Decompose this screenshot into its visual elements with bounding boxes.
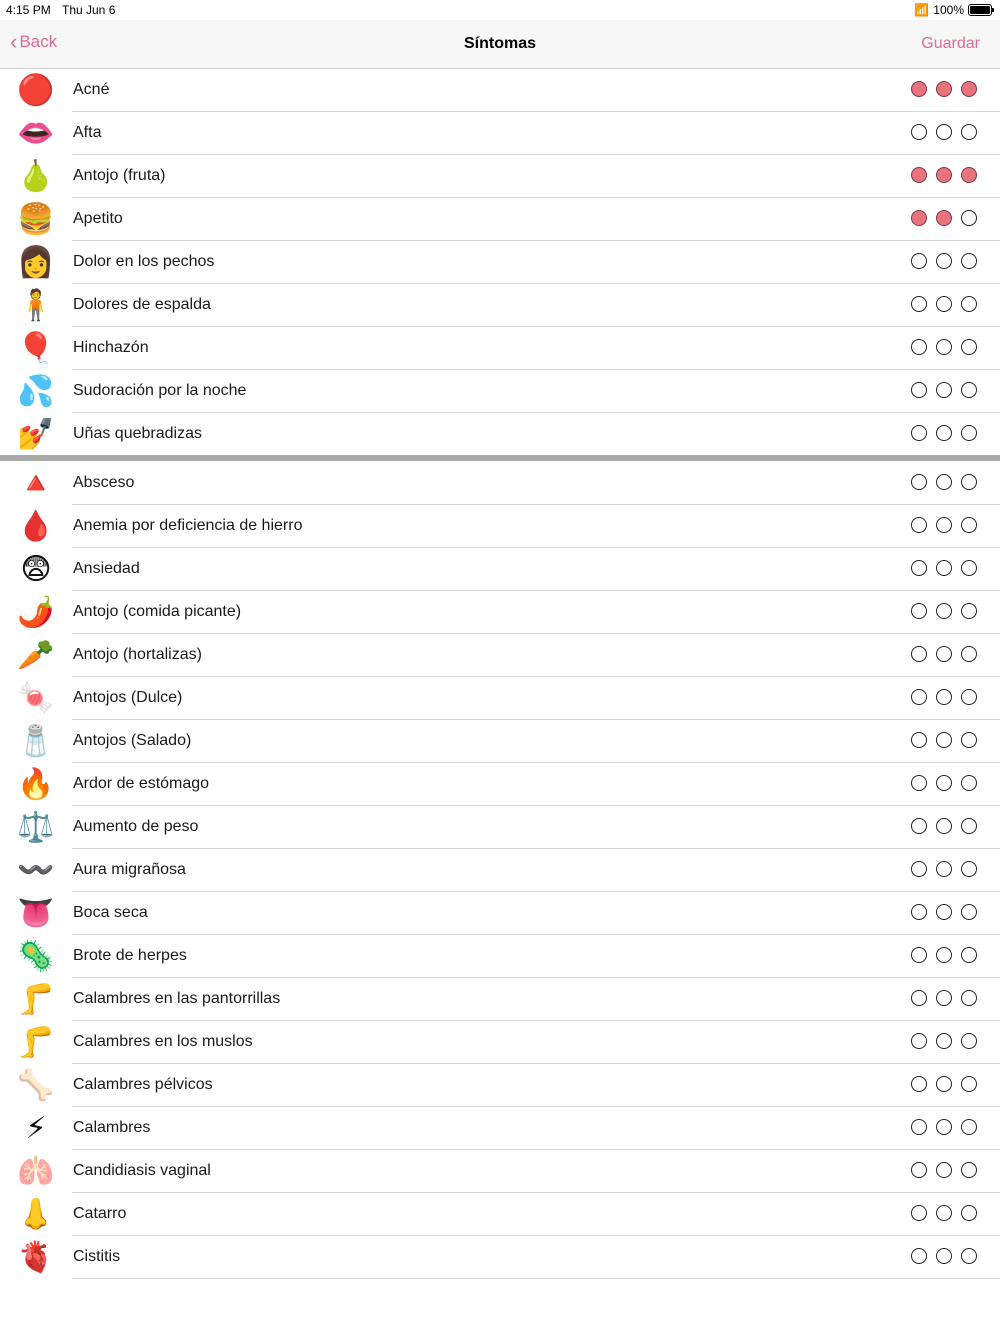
severity-dot-2[interactable] [936,339,952,355]
severity-dot-1[interactable] [911,425,927,441]
symptom-row[interactable] [0,1021,1000,1064]
severity-dot-3[interactable] [961,81,977,97]
severity-dot-3[interactable] [961,775,977,791]
severity-dot-1[interactable] [911,1076,927,1092]
status-indicators [914,3,992,17]
severity-dot-1[interactable] [911,775,927,791]
severity-dot-2[interactable] [936,560,952,576]
symptom-row[interactable] [0,806,1000,849]
severity-dot-2[interactable] [936,603,952,619]
severity-dot-3[interactable] [961,253,977,269]
severity-rating [911,1033,977,1049]
tongue-icon: 👅 [17,897,55,930]
severity-dot-1[interactable] [911,904,927,920]
severity-dot-3[interactable] [961,425,977,441]
symptom-row[interactable] [0,1236,1000,1279]
severity-dot-2[interactable] [936,253,952,269]
severity-dot-2[interactable] [936,167,952,183]
symptom-label: Apetito [73,210,123,227]
severity-dot-1[interactable] [911,81,927,97]
symptom-row[interactable] [0,634,1000,677]
severity-dot-1[interactable] [911,861,927,877]
severity-dot-1[interactable] [911,517,927,533]
symptom-row[interactable] [0,198,1000,241]
symptom-label: Calambres en los muslos [73,1033,253,1050]
battery-percent: 100% [933,3,964,17]
symptom-row[interactable] [0,849,1000,892]
symptom-label: Absceso [73,474,135,491]
severity-dot-1[interactable] [911,296,927,312]
blood-cells-icon: 🩸 [17,510,55,543]
severity-rating [911,1248,977,1264]
symptom-row[interactable] [0,370,1000,413]
severity-dot-3[interactable] [961,339,977,355]
symptom-row[interactable] [0,1107,1000,1150]
symptom-row[interactable] [0,284,1000,327]
severity-dot-3[interactable] [961,689,977,705]
salt-shaker-icon: 🧂 [17,725,55,758]
symptom-label: Ansiedad [73,560,140,577]
symptom-label: Calambres en las pantorrillas [73,990,281,1007]
symptom-label: Uñas quebradizas [73,425,202,442]
symptom-label: Aura migrañosa [73,861,186,878]
severity-dot-3[interactable] [961,603,977,619]
back-pain-icon: 🧍 [17,289,55,322]
severity-dot-1[interactable] [911,603,927,619]
severity-rating [911,210,977,226]
severity-dot-1[interactable] [911,124,927,140]
severity-dot-1[interactable] [911,382,927,398]
lips-icon: 👄 [17,117,55,150]
severity-dot-1[interactable] [911,818,927,834]
severity-dot-3[interactable] [961,1119,977,1135]
severity-rating [911,1119,977,1135]
severity-dot-2[interactable] [936,818,952,834]
severity-dot-2[interactable] [936,1119,952,1135]
thigh-cramp-icon: 🦵 [17,1026,55,1059]
symptom-row[interactable] [0,1193,1000,1236]
scale-icon: ⚖️ [17,811,55,844]
symptom-label: Catarro [73,1205,127,1222]
severity-dot-3[interactable] [961,560,977,576]
symptom-label: Dolor en los pechos [73,253,215,270]
severity-dot-3[interactable] [961,517,977,533]
symptom-row[interactable] [0,1064,1000,1107]
battery-icon [968,4,992,16]
severity-rating [911,296,977,312]
symptom-row[interactable] [0,241,1000,284]
symptom-row[interactable] [0,462,1000,505]
severity-rating [911,775,977,791]
status-bar [0,0,1000,20]
severity-rating [911,861,977,877]
symptom-label: Afta [73,124,102,141]
woman-chest-icon: 👩 [17,246,55,279]
severity-dot-3[interactable] [961,382,977,398]
symptom-label: Calambres [73,1119,151,1136]
severity-rating [911,560,977,576]
page-title: Síntomas [463,35,536,52]
symptom-label: Candidiasis vaginal [73,1162,211,1179]
severity-dot-1[interactable] [911,1119,927,1135]
severity-dot-3[interactable] [961,474,977,490]
symptom-label: Antojos (Salado) [73,732,192,749]
nail-icon: 💅 [17,418,55,451]
chevron-left-icon: ‹ [10,29,18,54]
severity-rating [911,818,977,834]
intestine-icon: 🫁 [17,1155,55,1188]
severity-dot-1[interactable] [911,689,927,705]
symptom-label: Boca seca [73,904,148,921]
severity-dot-3[interactable] [961,646,977,662]
group-separator [0,455,1000,461]
severity-dot-3[interactable] [961,861,977,877]
severity-dot-2[interactable] [936,1248,952,1264]
acne-icon: 🔴 [17,74,55,107]
symptom-row[interactable] [0,69,1000,112]
balloon-icon: 🎈 [17,332,55,365]
symptom-row[interactable] [0,591,1000,634]
severity-dot-3[interactable] [961,210,977,226]
symptom-row[interactable] [0,1150,1000,1193]
severity-rating [911,603,977,619]
severity-dot-2[interactable] [936,1205,952,1221]
severity-dot-2[interactable] [936,689,952,705]
symptom-label: Aumento de peso [73,818,199,835]
symptom-label: Antojo (hortalizas) [73,646,202,663]
severity-dot-1[interactable] [911,210,927,226]
pelvis-icon: 🦴 [17,1069,55,1102]
severity-dot-3[interactable] [961,1076,977,1092]
severity-dot-3[interactable] [961,732,977,748]
symptom-list-tracked [0,69,1000,456]
symptom-row[interactable] [0,892,1000,935]
symptom-label: Dolores de espalda [73,296,211,313]
severity-dot-2[interactable] [936,296,952,312]
severity-dot-2[interactable] [936,517,952,533]
severity-dot-2[interactable] [936,775,952,791]
symptom-label: Sudoración por la noche [73,382,247,399]
back-label: Back [19,32,58,51]
severity-rating [911,990,977,1006]
pear-icon: 🍐 [17,160,55,193]
abscess-icon: 🔺 [17,467,55,500]
symptom-label: Antojos (Dulce) [73,689,183,706]
symptom-row[interactable] [0,935,1000,978]
symptom-label: Anemia por deficiencia de hierro [73,517,303,534]
severity-dot-3[interactable] [961,124,977,140]
severity-dot-2[interactable] [936,474,952,490]
symptom-label: Brote de herpes [73,947,187,964]
symptom-row[interactable] [0,112,1000,155]
severity-dot-3[interactable] [961,1248,977,1264]
status-time: 4:15 PM [6,3,51,17]
severity-rating [911,339,977,355]
severity-dot-3[interactable] [961,167,977,183]
anxious-face-icon: 😨 [20,553,52,586]
severity-rating [911,1076,977,1092]
droplets-icon: 💦 [17,375,55,408]
severity-dot-3[interactable] [961,1162,977,1178]
severity-dot-3[interactable] [961,296,977,312]
lightning-icon: ⚡ [25,1112,47,1145]
severity-dot-1[interactable] [911,1033,927,1049]
severity-rating [911,904,977,920]
symptom-row[interactable] [0,677,1000,720]
severity-rating [911,1162,977,1178]
severity-rating [911,689,977,705]
severity-dot-1[interactable] [911,560,927,576]
symptom-label: Hinchazón [73,339,149,356]
severity-rating [911,382,977,398]
severity-rating [911,253,977,269]
severity-rating [911,124,977,140]
severity-dot-1[interactable] [911,947,927,963]
severity-dot-2[interactable] [936,990,952,1006]
symptom-label: Ardor de estómago [73,775,210,792]
save-button[interactable]: Guardar [921,35,980,52]
severity-rating [911,646,977,662]
severity-dot-2[interactable] [936,947,952,963]
severity-dot-3[interactable] [961,990,977,1006]
severity-rating [911,1205,977,1221]
severity-dot-1[interactable] [911,732,927,748]
symptom-row[interactable] [0,720,1000,763]
severity-rating [911,474,977,490]
severity-dot-2[interactable] [936,124,952,140]
symptom-row[interactable] [0,978,1000,1021]
severity-dot-2[interactable] [936,81,952,97]
severity-rating [911,425,977,441]
severity-dot-3[interactable] [961,818,977,834]
severity-dot-1[interactable] [911,646,927,662]
severity-dot-3[interactable] [961,904,977,920]
symptom-row[interactable] [0,505,1000,548]
severity-dot-2[interactable] [936,904,952,920]
severity-rating [911,732,977,748]
burger-icon: 🍔 [17,203,55,236]
chili-icon: 🌶️ [17,596,55,629]
navigation-bar [0,20,1000,69]
status-date: Thu Jun 6 [62,3,116,17]
symptom-label: Calambres pélvicos [73,1076,213,1093]
severity-rating [911,947,977,963]
severity-dot-2[interactable] [936,646,952,662]
severity-dot-2[interactable] [936,382,952,398]
severity-rating [911,81,977,97]
severity-dot-1[interactable] [911,339,927,355]
wifi-icon: 📶 [914,3,930,17]
symptom-row[interactable] [0,327,1000,370]
severity-dot-1[interactable] [911,1162,927,1178]
bladder-icon: 🫀 [17,1241,55,1274]
severity-dot-3[interactable] [961,947,977,963]
symptom-label: Antojo (comida picante) [73,603,242,620]
severity-dot-1[interactable] [911,1205,927,1221]
symptom-row[interactable] [0,763,1000,806]
nose-icon: 👃 [17,1198,55,1231]
severity-dot-1[interactable] [911,1248,927,1264]
symptom-label: Antojo (fruta) [73,167,166,184]
herpes-icon: 🦠 [17,940,55,973]
symptom-label: Cistitis [73,1248,121,1265]
candy-icon: 🍬 [17,682,55,715]
heartburn-icon: 🔥 [17,768,55,801]
symptom-row[interactable] [0,548,1000,591]
severity-rating [911,167,977,183]
calf-cramp-icon: 🦵 [17,983,55,1016]
symptom-row[interactable] [0,155,1000,198]
severity-dot-1[interactable] [911,990,927,1006]
severity-dot-1[interactable] [911,474,927,490]
symptom-row[interactable] [0,413,1000,456]
severity-dot-2[interactable] [936,210,952,226]
symptom-list-all [0,462,1000,1279]
symptom-label: Acné [73,81,110,98]
migraine-icon: 〰️ [17,854,55,887]
severity-dot-1[interactable] [911,253,927,269]
severity-dot-1[interactable] [911,167,927,183]
severity-dot-3[interactable] [961,1033,977,1049]
severity-dot-2[interactable] [936,861,952,877]
severity-dot-2[interactable] [936,1033,952,1049]
severity-dot-2[interactable] [936,425,952,441]
severity-rating [911,517,977,533]
carrot-icon: 🥕 [17,639,55,672]
severity-dot-3[interactable] [961,1205,977,1221]
severity-dot-2[interactable] [936,732,952,748]
severity-dot-2[interactable] [936,1076,952,1092]
severity-dot-2[interactable] [936,1162,952,1178]
